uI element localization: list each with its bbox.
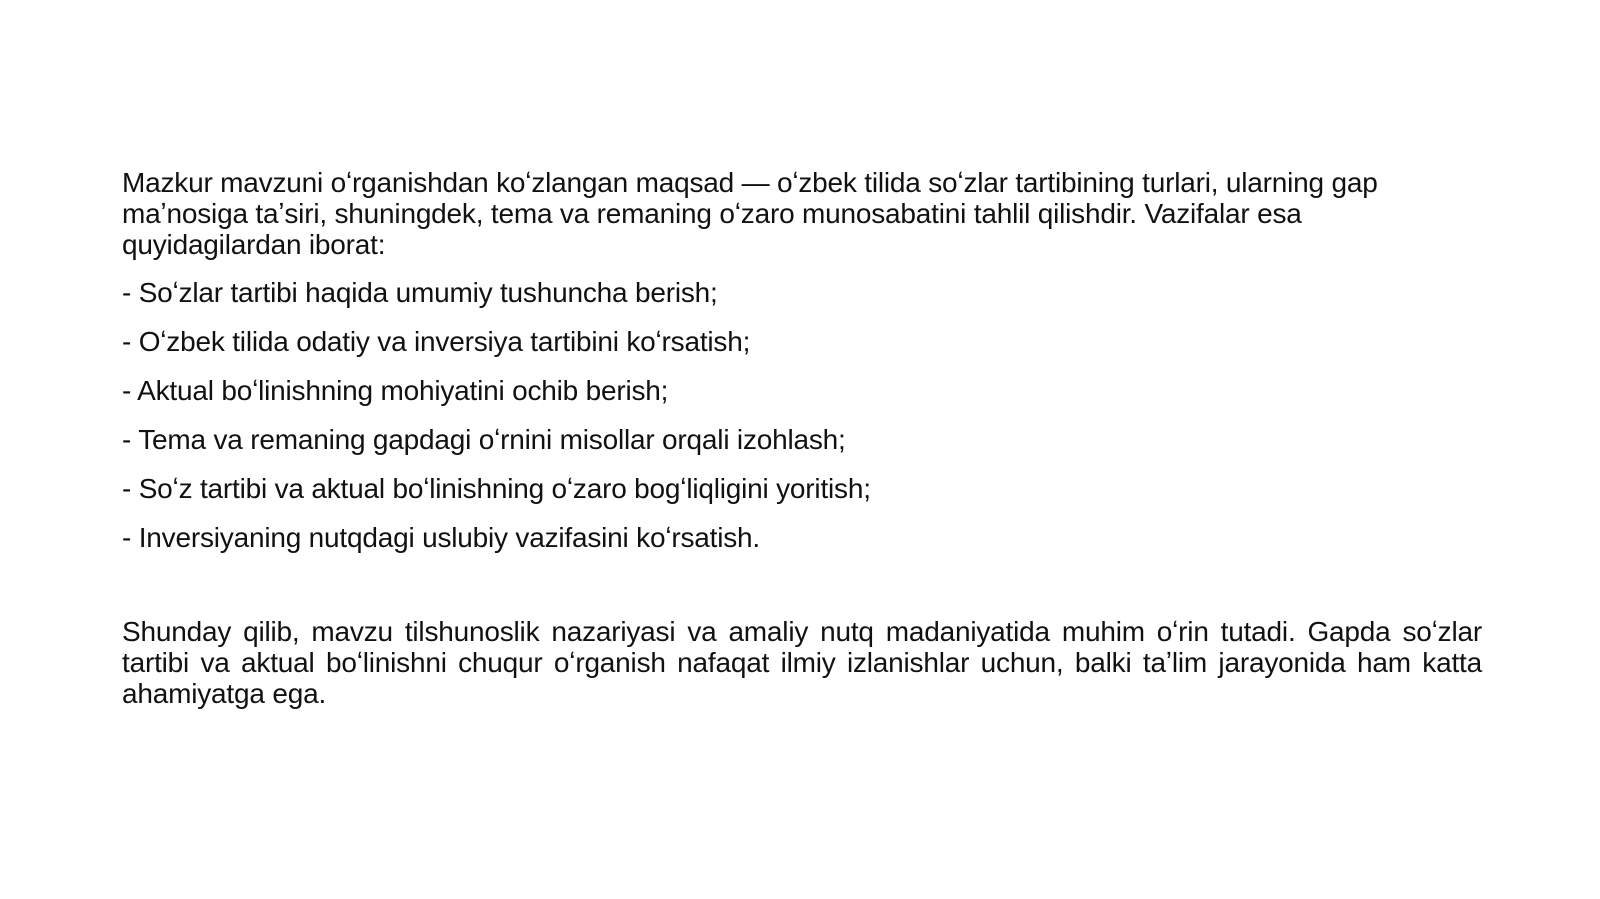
task-item: - Aktual boʻlinishning mohiyatini ochib berish;	[122, 375, 669, 406]
slide-content	[122, 167, 1482, 709]
task-item: - Oʻzbek tilida odatiy va inversiya tartibini koʻrsatish;	[122, 326, 751, 357]
conclusion-paragraph: Shunday qilib, mavzu tilshunoslik nazariyasi va amaliy nutq madaniyatida muhim oʻrin tutadi. Gapda soʻzlar tartibi va aktual boʻlinishni chuqur oʻrganish nafaqat ilmiy izlanishlar uchun, balki taʼlim jarayonida ham katta ahamiyatga ega.	[122, 616, 1482, 709]
intro-paragraph: Mazkur mavzuni oʻrganishdan koʻzlangan maqsad — oʻzbek tilida soʻzlar tartibining turlari, ularning gap maʼnosiga taʼsiri, shuningdek, tema va remaning oʻzaro munosabatini tahlil qilishdir. Vazifalar esa quyidagilardan iborat:	[122, 167, 1378, 260]
task-item: - Soʻzlar tartibi haqida umumiy tushuncha berish;	[122, 277, 718, 308]
task-item: - Soʻz tartibi va aktual boʻlinishning oʻzaro bogʻliqligini yoritish;	[122, 473, 871, 504]
task-list	[122, 277, 1482, 554]
task-item: - Tema va remaning gapdagi oʻrnini misollar orqali izohlash;	[122, 424, 846, 455]
task-item: - Inversiyaning nutqdagi uslubiy vazifasini koʻrsatish.	[122, 522, 760, 553]
